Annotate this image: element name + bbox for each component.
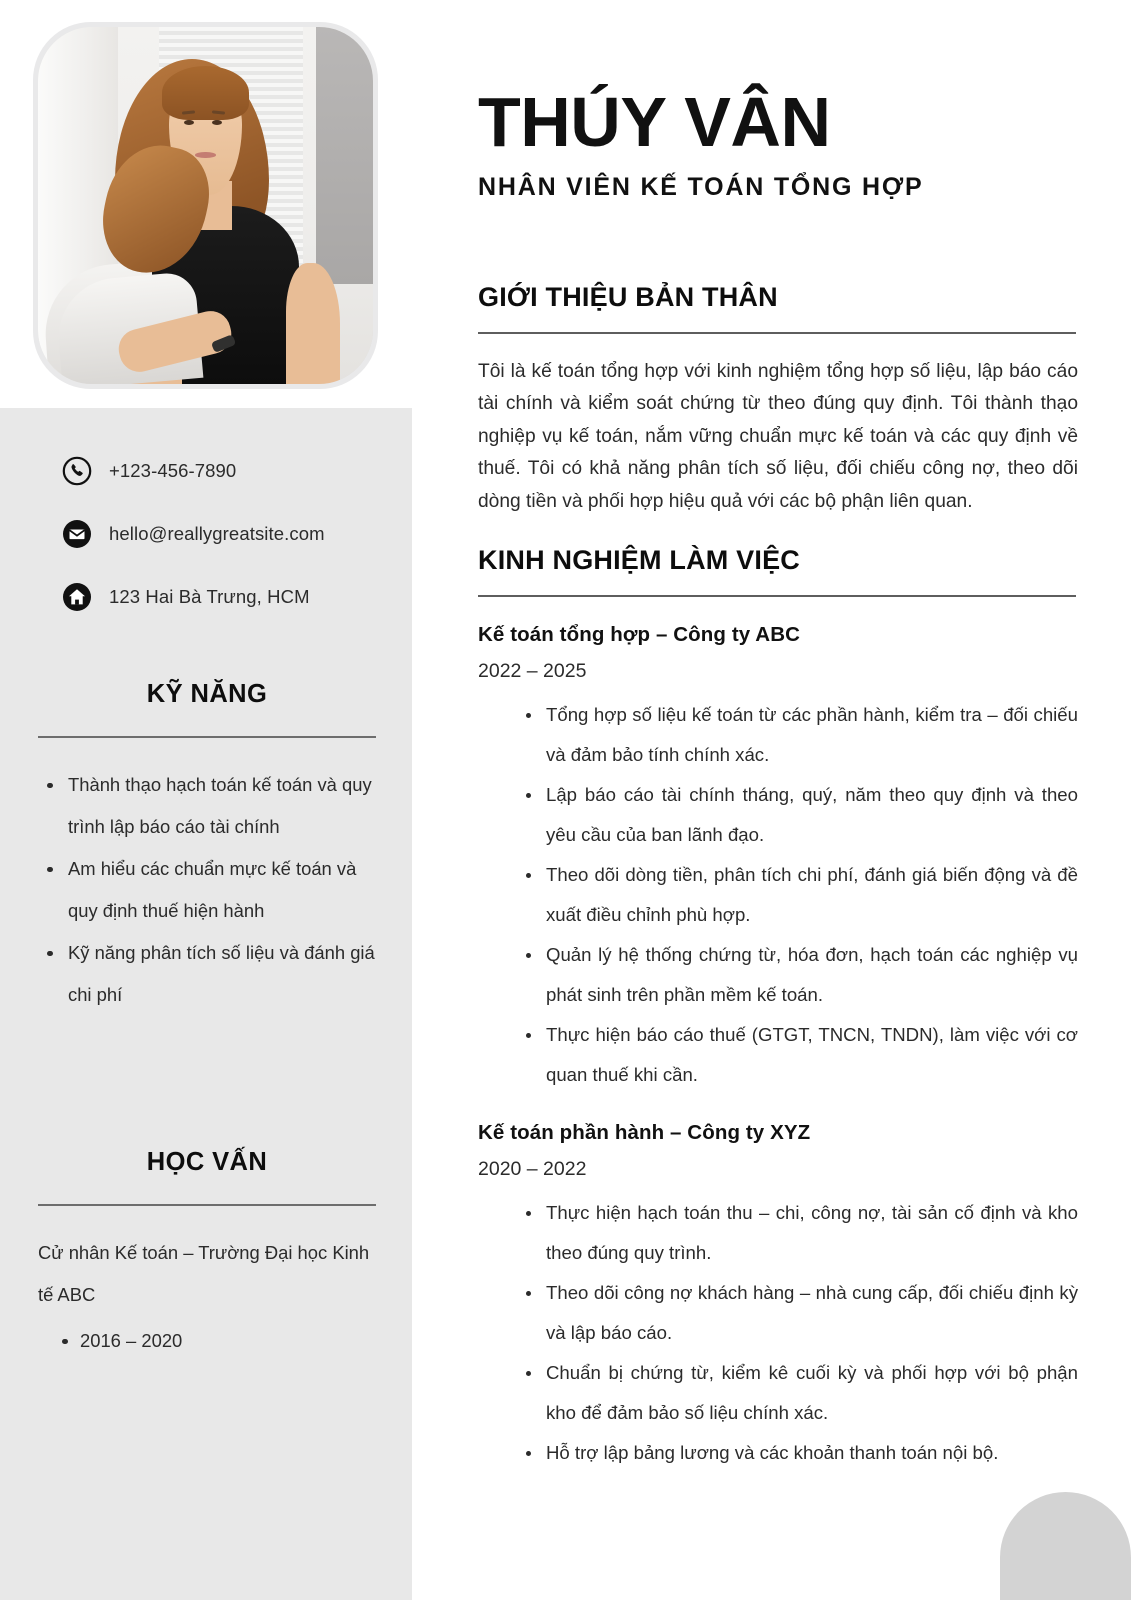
list-item: Theo dõi dòng tiền, phân tích chi phí, đánh giá biến động và đề xuất điều chỉnh phù hợp. bbox=[478, 855, 1078, 935]
job-bullets bbox=[478, 695, 1078, 1095]
education-heading: HỌC VẤN bbox=[146, 1148, 268, 1176]
job-title-company: Kế toán tổng hợp – Công ty ABC bbox=[478, 622, 801, 646]
photo-zone bbox=[0, 0, 412, 408]
job-entry bbox=[478, 623, 1078, 1095]
experience-divider bbox=[478, 595, 1076, 597]
name-block bbox=[478, 83, 1088, 202]
list-item: Kỹ năng phân tích số liệu và đánh giá chi phí bbox=[38, 932, 376, 1016]
contact-row-phone bbox=[62, 456, 402, 486]
list-item: Lập báo cáo tài chính tháng, quý, năm theo quy định và theo yêu cầu của ban lãnh đạo. bbox=[478, 775, 1078, 855]
list-item: Theo dõi công nợ khách hàng – nhà cung cấp, đối chiếu định kỳ và lập báo cáo. bbox=[478, 1273, 1078, 1353]
skills-heading: KỸ NĂNG bbox=[146, 680, 268, 708]
skills-list bbox=[38, 764, 376, 1016]
phone-icon bbox=[62, 456, 92, 486]
contact-list bbox=[62, 456, 402, 645]
job-title: NHÂN VIÊN KẾ TOÁN TỔNG HỢP bbox=[478, 172, 924, 201]
list-item: Thực hiện hạch toán thu – chi, công nợ, tài sản cố định và kho theo đúng quy trình. bbox=[478, 1193, 1078, 1273]
contact-row-address bbox=[62, 582, 402, 612]
contact-address-text: 123 Hai Bà Trưng, HCM bbox=[109, 586, 310, 607]
experience-section bbox=[478, 545, 1078, 1473]
job-entry bbox=[478, 1121, 1078, 1473]
about-text: Tôi là kế toán tổng hợp với kinh nghiệm tổng hợp số liệu, lập báo cáo tài chính và kiểm soát chứng từ theo đúng quy định. Tôi thành thạo nghiệp vụ kế toán, nắm vững chuẩn mực kế toán và các quy định về thuế. Tôi có khả năng phân tích số liệu, đối chiếu công nợ, theo dõi dòng tiền và phối hợp hiệu quả với các bộ phận liên quan. bbox=[478, 360, 1078, 512]
photo-eye-left bbox=[184, 120, 194, 125]
photo-hair-front bbox=[162, 66, 249, 120]
profile-photo bbox=[38, 27, 373, 384]
contact-email-text: hello@reallygreatsite.com bbox=[109, 523, 325, 544]
education-section bbox=[38, 1148, 376, 1358]
home-icon bbox=[62, 582, 92, 612]
skills-section bbox=[38, 680, 376, 1016]
education-degree: Cử nhân Kế toán – Trường Đại học Kinh tế ABC bbox=[38, 1241, 370, 1305]
contact-phone-text: +123-456-7890 bbox=[109, 460, 237, 481]
sidebar bbox=[0, 408, 412, 1600]
contact-row-email bbox=[62, 519, 402, 549]
list-item: Thành thạo hạch toán kế toán và quy trình lập báo cáo tài chính bbox=[38, 764, 376, 848]
skills-divider bbox=[38, 736, 376, 738]
list-item: 2016 – 2020 bbox=[38, 1324, 376, 1358]
list-item: Thực hiện báo cáo thuế (GTGT, TNCN, TNDN), làm việc với cơ quan thuế khi cần. bbox=[478, 1015, 1078, 1095]
email-icon bbox=[62, 519, 92, 549]
education-dates-list bbox=[38, 1324, 376, 1358]
decorative-arch-shape bbox=[1000, 1492, 1131, 1600]
list-item: Quản lý hệ thống chứng từ, hóa đơn, hạch toán các nghiệp vụ phát sinh trên phần mềm kế toán. bbox=[478, 935, 1078, 1015]
list-item: Tổng hợp số liệu kế toán từ các phần hành, kiểm tra – đối chiếu và đảm bảo tính chính xác. bbox=[478, 695, 1078, 775]
about-divider bbox=[478, 332, 1076, 334]
photo-wall-panel bbox=[316, 27, 373, 284]
list-item: Am hiểu các chuẩn mực kế toán và quy định thuế hiện hành bbox=[38, 848, 376, 932]
job-title-company: Kế toán phần hành – Công ty XYZ bbox=[478, 1120, 811, 1144]
experience-heading: KINH NGHIỆM LÀM VIỆC bbox=[478, 545, 801, 575]
about-heading: GIỚI THIỆU BẢN THÂN bbox=[478, 282, 778, 312]
job-bullets bbox=[478, 1193, 1078, 1473]
profile-photo-frame bbox=[33, 22, 378, 389]
education-divider bbox=[38, 1204, 376, 1206]
job-dates: 2022 – 2025 bbox=[478, 659, 587, 682]
photo-lips bbox=[195, 152, 215, 158]
photo-shoulder-right bbox=[286, 263, 340, 384]
about-section bbox=[478, 282, 1078, 518]
page-title: THÚY VÂN bbox=[478, 83, 831, 161]
list-item: Chuẩn bị chứng từ, kiểm kê cuối kỳ và phối hợp với bộ phận kho để đảm bảo số liệu chính xác. bbox=[478, 1353, 1078, 1433]
job-dates: 2020 – 2022 bbox=[478, 1157, 587, 1180]
photo-eye-right bbox=[212, 120, 222, 125]
left-column bbox=[0, 0, 412, 1600]
list-item: Hỗ trợ lập bảng lương và các khoản thanh toán nội bộ. bbox=[478, 1433, 1078, 1473]
right-column bbox=[412, 0, 1131, 1600]
